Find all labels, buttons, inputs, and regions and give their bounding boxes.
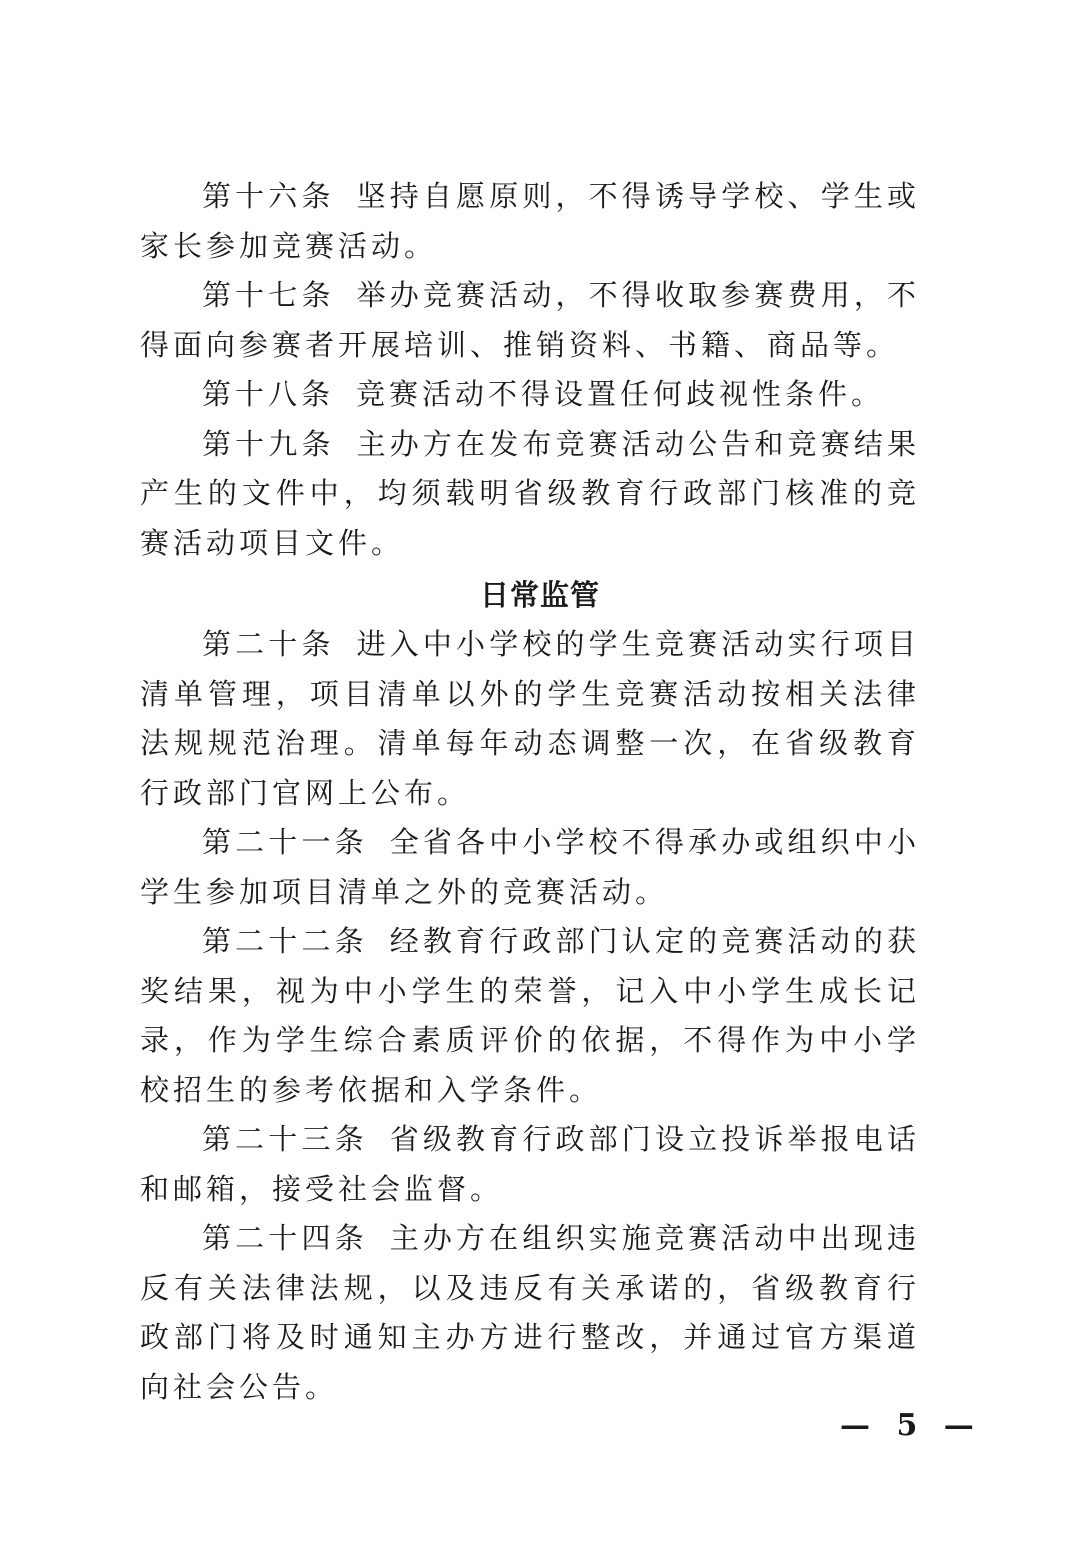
article-number: 第二十一条 bbox=[202, 825, 368, 859]
article-23 bbox=[140, 1115, 920, 1214]
article-text: 全省各中小学校不得承办或组织中小学生参加项目清单之外的竞赛活动。 bbox=[140, 825, 920, 909]
article-number: 第十九条 bbox=[202, 426, 335, 461]
article-text: 省级教育行政部门设立投诉举报电话和邮箱，接受社会监督。 bbox=[140, 1122, 920, 1206]
article-20 bbox=[140, 620, 920, 818]
article-number: 第十七条 bbox=[202, 278, 335, 312]
section-heading: 日常监管 bbox=[479, 578, 600, 612]
article-text: 竞赛活动不得设置任何歧视性条件。 bbox=[356, 377, 885, 411]
article-text: 进入中小学校的学生竞赛活动实行项目清单管理，项目清单以外的学生竞赛活动按相关法律法规规范治理。清单每年动态调整一次，在省级教育行政部门官网上公布。 bbox=[140, 627, 920, 810]
article-text: 举办竞赛活动，不得收取参赛费用，不得面向参赛者开展培训、推销资料、书籍、商品等。 bbox=[140, 278, 920, 362]
article-number: 第十六条 bbox=[202, 179, 335, 213]
article-number: 第二十条 bbox=[202, 627, 335, 661]
article-19 bbox=[140, 420, 920, 569]
articles-section-supervision bbox=[140, 620, 920, 1412]
page-number: — 5 — bbox=[840, 1408, 982, 1443]
article-number: 第十八条 bbox=[202, 377, 335, 411]
article-24 bbox=[140, 1214, 920, 1412]
article-text: 坚持自愿原则，不得诱导学校、学生或家长参加竞赛活动。 bbox=[140, 179, 920, 263]
article-16 bbox=[140, 172, 920, 271]
article-number: 第二十二条 bbox=[202, 924, 368, 958]
article-22 bbox=[140, 917, 920, 1115]
articles-section-top bbox=[140, 172, 920, 568]
article-number: 第二十三条 bbox=[202, 1122, 368, 1156]
article-text: 经教育行政部门认定的竞赛活动的获奖结果，视为中小学生的荣誉，记入中小学生成长记录，作为学生综合素质评价的依据，不得作为中小学校招生的参考依据和入学条件。 bbox=[140, 924, 920, 1107]
article-17 bbox=[140, 271, 920, 370]
article-number: 第二十四条 bbox=[202, 1221, 368, 1255]
article-21 bbox=[140, 818, 920, 917]
article-text: 主办方在发布竞赛活动公告和竞赛结果产生的文件中，均须载明省级教育行政部门核准的竞赛活动项目文件。 bbox=[140, 426, 920, 560]
article-text: 主办方在组织实施竞赛活动中出现违反有关法律法规，以及违反有关承诺的，省级教育行政部门将及时通知主办方进行整改，并通过官方渠道向社会公告。 bbox=[140, 1221, 920, 1404]
article-18 bbox=[140, 370, 920, 420]
